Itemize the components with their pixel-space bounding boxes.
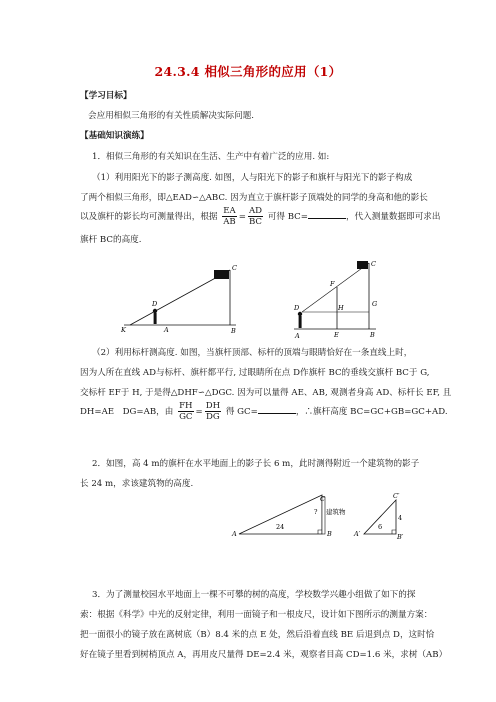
text-segment: DH=AE DG=AB，由 [80, 407, 174, 417]
item1-p2-line3: 交标杆 EF于 H, 于是得△DHF∽△DGC. 因为可以量得 AE、AB, 观测者身高 AD、标杆长 EF, 且 [80, 388, 452, 398]
item1-p2-line1: （2）利用标杆测高度. 如图，当旗杆顶部、标杆的顶端与眼睛恰好在一条直线上时， [92, 348, 413, 358]
label-e: E [334, 331, 339, 339]
label-d: D [152, 300, 158, 308]
item2-line2: 长 24 m，求该建筑物的高度. [80, 479, 194, 489]
fraction-ad-bc [248, 206, 263, 227]
label-a: A [232, 530, 237, 538]
label-a: A [164, 326, 169, 334]
page-title: 24.3.4 相似三角形的应用（1） [154, 64, 342, 79]
item1-p1-line1: （1）利用阳光下的影子测高度. 如图，人与阳光下的影子和旗杆与阳光下的影子构成 [92, 173, 413, 183]
text-segment: 得 GC= [225, 407, 258, 417]
sight-line [302, 263, 369, 312]
equals-sign: = [195, 407, 203, 417]
goal-heading: 【学习目标】 [80, 91, 132, 101]
person-icon [153, 309, 157, 324]
flag-icon [357, 261, 368, 269]
fraction-numerator: FH [179, 401, 193, 411]
text-segment: 以及旗杆的影长均可测量得出，根据 [80, 212, 218, 222]
fraction-fh-gc [178, 401, 193, 422]
item1-p2-line4 [80, 401, 448, 422]
item3-line3: 把一面很小的镜子放在离树底（B）8.4 米的点 E 处，然后沿着直线 BE 后退到点 D，这时恰 [80, 630, 435, 640]
label-h: H [338, 304, 344, 312]
label-b-prime: B′ [397, 533, 404, 541]
text-segment: ，∴旗杆高度 BC=GC+GB=GC+AD. [295, 407, 448, 417]
label-k: K [121, 326, 126, 334]
goal-text: 会应用相似三角形的有关性质解决实际问题. [88, 111, 255, 121]
label-b: B [231, 327, 236, 335]
label-g: G [372, 300, 378, 308]
answer-blank[interactable] [308, 209, 346, 219]
right-angle-mark [392, 530, 396, 534]
fraction-numerator: DH [205, 401, 221, 411]
label-b: B [327, 530, 332, 538]
label-building: 建筑物 [326, 508, 346, 516]
text-segment: 可得 BC= [267, 212, 308, 222]
label-c: C [232, 264, 237, 272]
item2-line1: 2．如图，高 4 m的旗杆在水平地面上的影子长 6 m，此时测得附近一个建筑物的影子 [92, 459, 420, 469]
item1-intro: 1．相似三角形的有关知识在生活、生产中有着广泛的应用. 如: [92, 152, 330, 162]
label-a: A [295, 332, 300, 340]
item3-line1: 3．为了测量校园水平地面上一棵不可攀的树的高度，学校数学兴趣小组做了如下的探 [92, 590, 416, 600]
label-question: ? [314, 508, 318, 516]
label-f: F [330, 280, 335, 288]
label-c-prime: C′ [393, 492, 400, 500]
item1-p1-line4: 旗杆 BC的高度. [80, 235, 142, 245]
basics-heading: 【基础知识演练】 [80, 131, 149, 141]
equals-sign: = [238, 212, 246, 222]
item1-p2-line2: 因为人所在直线 AD与标杆、旗杆都平行, 过眼睛所在点 D作旗杆 BC的垂线交旗杆 BC于 G, [80, 368, 430, 378]
label-c: C [371, 260, 376, 268]
fraction-ea-ab [222, 206, 236, 227]
fraction-numerator: AD [248, 206, 263, 216]
fraction-denominator: AB [223, 217, 236, 227]
label-b: B [370, 331, 375, 339]
fraction-numerator: EA [223, 206, 236, 216]
fraction-denominator: BC [248, 217, 263, 227]
fraction-dh-dg [205, 401, 221, 422]
item3-line4: 好在镜子里看到树梢顶点 A，再用皮尺量得 DE=2.4 米，观察者目高 CD=1.6 米，求树（AB） [80, 650, 448, 660]
answer-blank[interactable] [258, 404, 296, 414]
label-a-prime: A′ [354, 530, 361, 538]
label-24: 24 [276, 523, 285, 531]
label-6: 6 [378, 523, 383, 531]
figure-shadow-flagpole [118, 264, 244, 342]
item3-line2: 索：根据《科学》中光的反射定律，利用一面镜子和一根皮尺，设计如下图所示的测量方案： [80, 610, 433, 620]
label-c: C [320, 495, 325, 503]
item1-p1-line2: 了两个相似三角形，即△EAD∽△ABC. 因为直立于旗杆影子顶端处的同学的身高和他的影长 [80, 193, 428, 203]
figure-building-shadow [226, 492, 406, 552]
fraction-denominator: GC [179, 412, 193, 422]
person-icon [298, 312, 302, 328]
flag-icon [214, 270, 229, 279]
right-angle-mark [318, 530, 322, 534]
text-segment: ，代入测量数据即可求出 [345, 212, 441, 222]
item1-p1-line3 [80, 206, 441, 227]
figure-marker-pole [290, 256, 390, 344]
fraction-denominator: DG [206, 412, 220, 422]
label-4: 4 [398, 514, 403, 522]
label-d: D [294, 304, 300, 312]
